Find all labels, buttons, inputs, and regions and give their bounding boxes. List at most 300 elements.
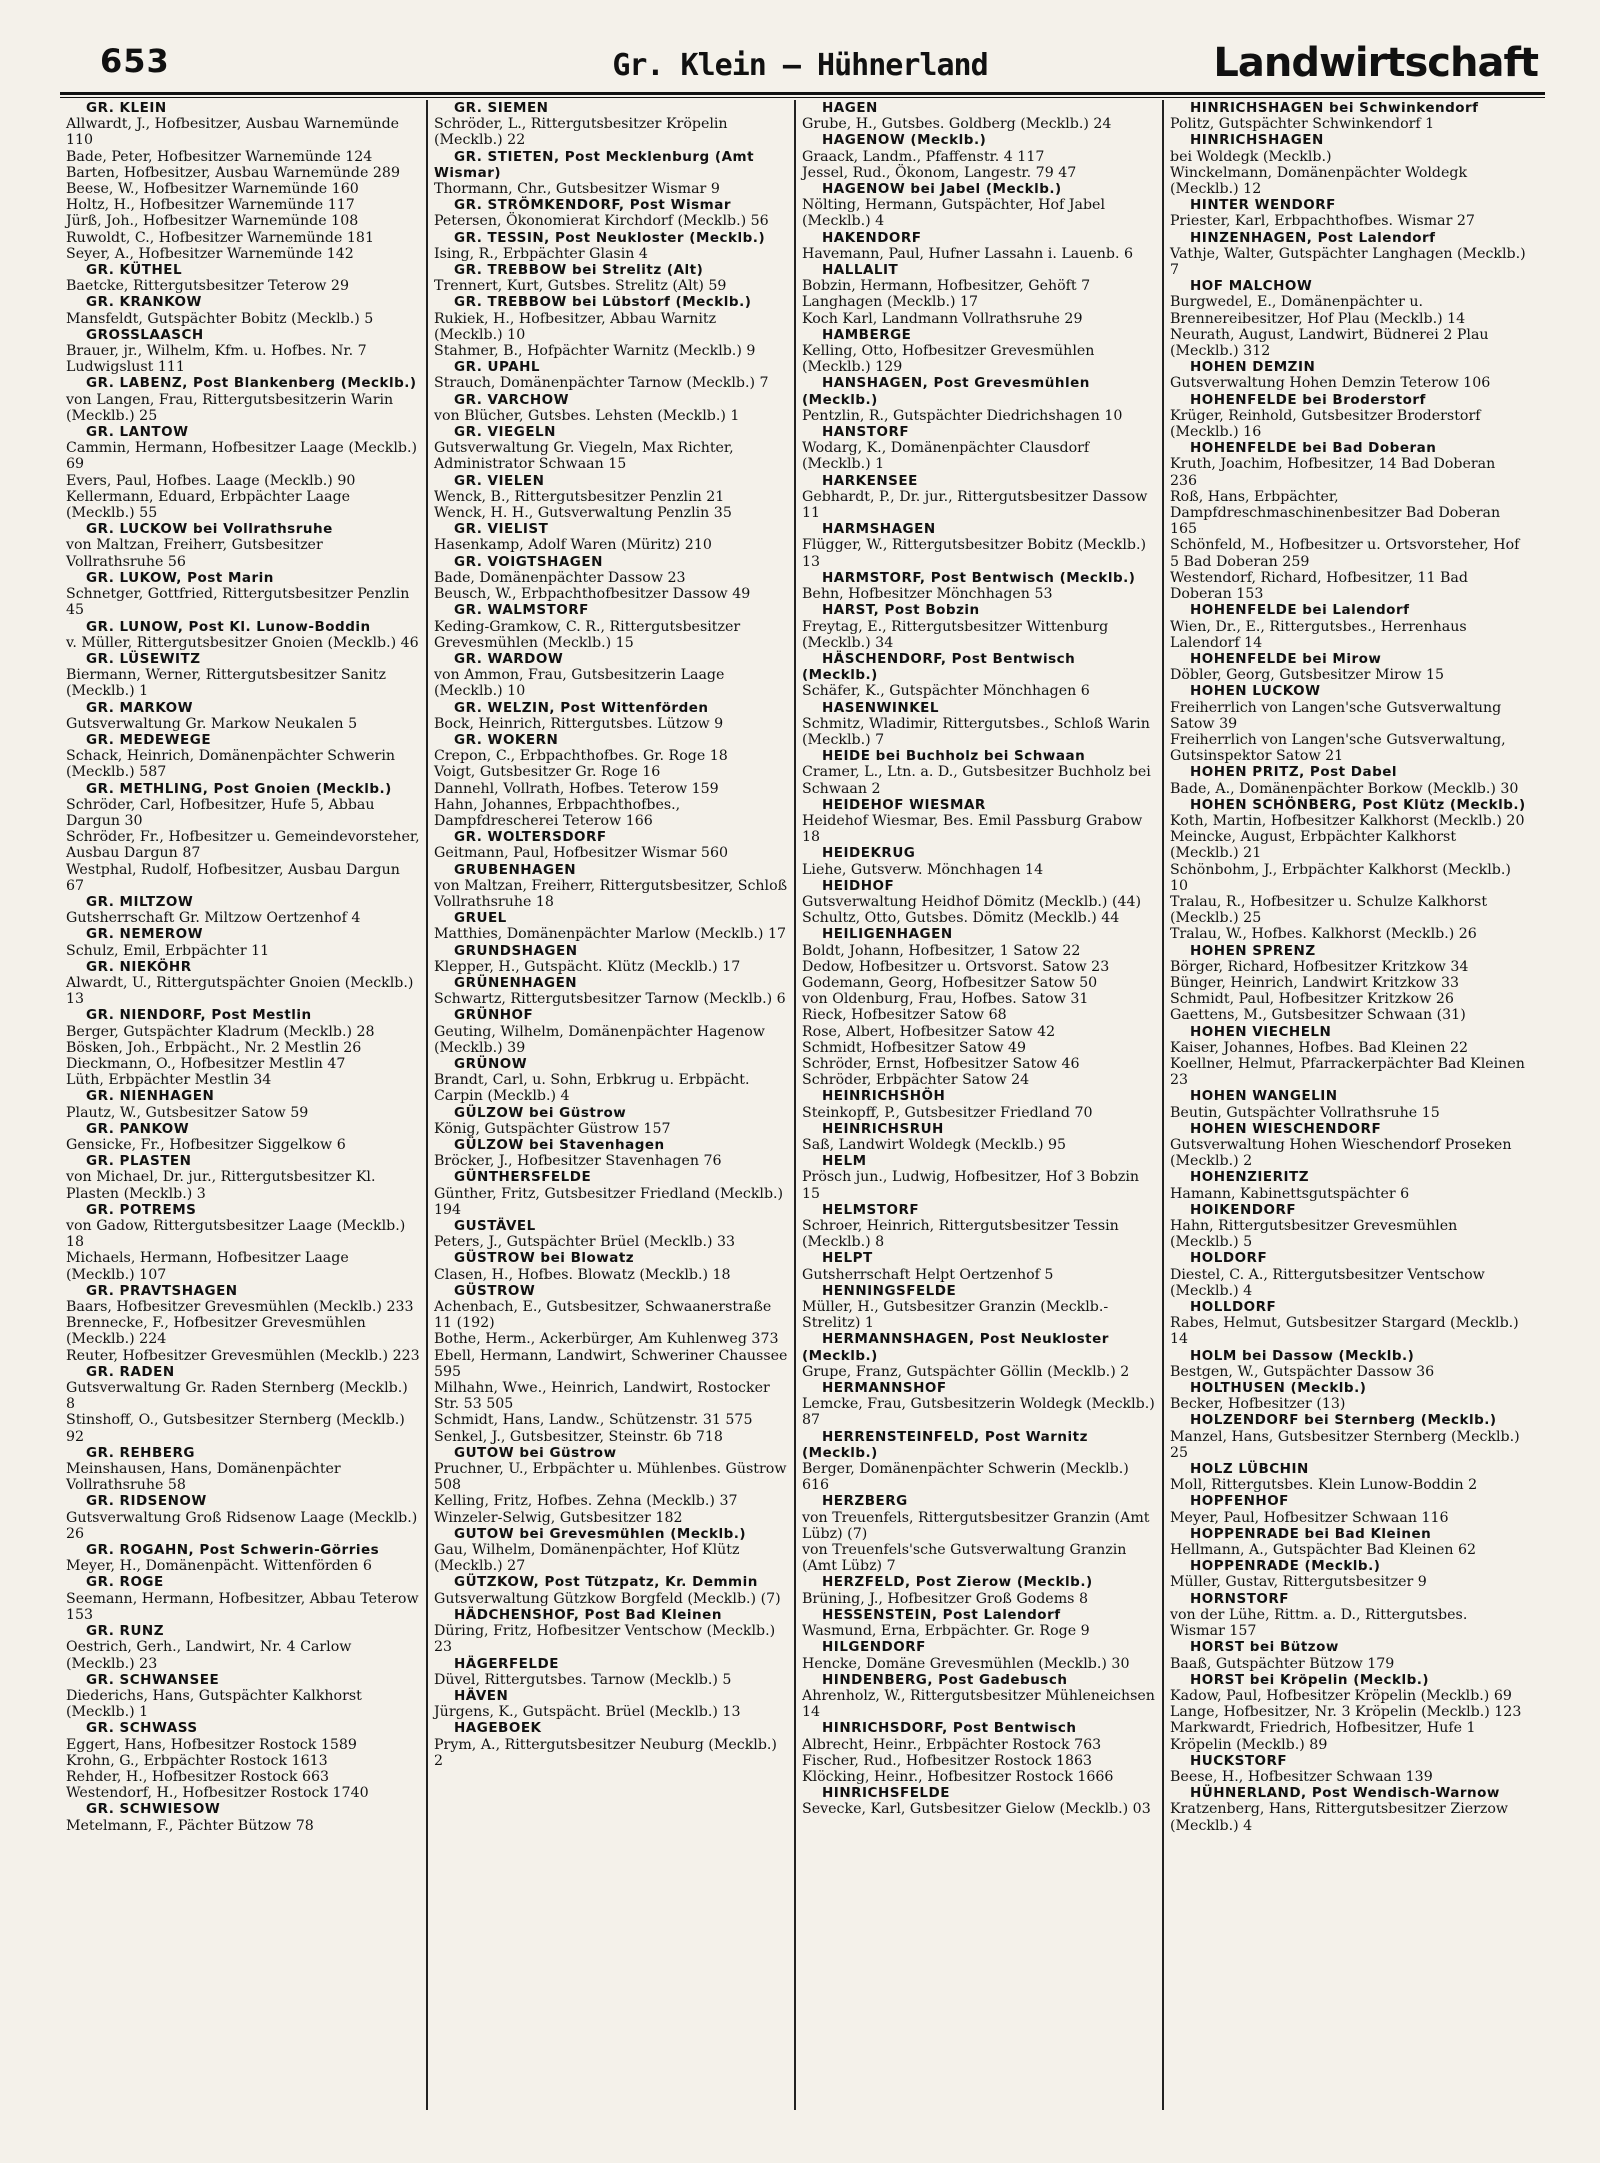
place-heading: GR. MARKOW (86, 699, 194, 716)
directory-entry: Beese, W., Hofbesitzer Warnemünde 160 (66, 181, 359, 198)
place-heading: GR. PRAVTSHAGEN (86, 1282, 238, 1299)
directory-entry: Nölting, Hermann, Gutspächter, Hof Jabel (Mecklb.) 4 (802, 197, 1105, 230)
directory-entry: Baars, Hofbesitzer Grevesmühlen (Mecklb.) 233 (66, 1299, 414, 1316)
directory-entry: Barten, Hofbesitzer, Ausbau Warnemünde 289 (66, 164, 400, 181)
directory-entry: Düvel, Rittergutsbes. Tarnow (Mecklb.) 5 (434, 1671, 732, 1688)
place-heading: GR. SCHWIESOW (86, 1801, 221, 1818)
column-1 (60, 100, 428, 2110)
directory-entry: König, Gutspächter Güstrow 157 (434, 1120, 671, 1137)
directory-entry: von der Lühe, Rittm. a. D., Rittergutsbes. Wismar 157 (1170, 1606, 1468, 1640)
directory-entry: Kadow, Paul, Hofbesitzer Kröpelin (Mecklb.) 69 (1170, 1687, 1512, 1704)
place-heading: GR. VIELEN (454, 472, 545, 489)
page-number: 653 (100, 42, 170, 80)
place-heading: HÄGERFELDE (454, 1655, 559, 1672)
directory-entry: Fischer, Rud., Hofbesitzer Rostock 1863 (802, 1752, 1093, 1769)
directory-entry: Politz, Gutspächter Schwinkendorf 1 (1170, 116, 1435, 133)
place-heading: HOLM bei Dassow (Mecklb.) (1190, 1347, 1415, 1364)
column-3 (796, 100, 1164, 2110)
directory-entry: Schmidt, Hans, Landw., Schützenstr. 31 575 (434, 1412, 753, 1429)
directory-entry: Gutsverwaltung Gr. Viegeln, Max Richter, Administrator Schwaan 15 (434, 440, 734, 473)
directory-entry: Wodarg, K., Domänenpächter Clausdorf (Mecklb.) 1 (802, 440, 1090, 473)
directory-entry: Koch Karl, Landmann Vollrathsruhe 29 (802, 310, 1083, 327)
directory-entry: Rose, Albert, Hofbesitzer Satow 42 (802, 1023, 1056, 1040)
place-heading: GR. WALMSTORF (454, 602, 589, 619)
directory-entry: Meinshausen, Hans, Domänenpächter Vollrathsruhe 58 (66, 1461, 341, 1494)
place-heading: GR. VIEGELN (454, 424, 556, 441)
directory-entry: Hellmann, A., Gutspächter Bad Kleinen 62 (1170, 1542, 1477, 1559)
place-heading: GR. WOKERN (454, 731, 559, 748)
directory-entry: Seemann, Hermann, Hofbesitzer, Abbau Teterow 153 (66, 1590, 419, 1623)
place-heading: HASENWINKEL (822, 699, 939, 716)
place-heading: GR. TREBBOW bei Lübstorf (Mecklb.) (454, 294, 752, 311)
directory-entry: Bösken, Joh., Erbpächt., Nr. 2 Mestlin 26 (66, 1039, 362, 1056)
place-heading: HAGEBOEK (454, 1720, 542, 1737)
place-heading: HOLDORF (1190, 1250, 1268, 1267)
directory-entry: Albrecht, Heinr., Erbpächter Rostock 763 (802, 1736, 1102, 1753)
directory-entry: Jürß, Joh., Hofbesitzer Warnemünde 108 (66, 213, 359, 230)
directory-entry: Gutsverwaltung Heidhof Dömitz (Mecklb.) (44) (802, 893, 1142, 910)
directory-entry: Pentzlin, R., Gutspächter Diedrichshagen 10 (802, 407, 1123, 424)
place-heading: GR. RIDSENOW (86, 1493, 207, 1510)
place-heading: HINZENHAGEN, Post Lalendorf (1190, 229, 1436, 246)
place-heading: GR. NIENHAGEN (86, 1088, 215, 1105)
place-heading: HEIDEKRUG (822, 845, 916, 862)
directory-entry: von Langen, Frau, Rittergutsbesitzerin Warin (Mecklb.) 25 (66, 391, 394, 424)
place-heading: GR. WOLTERSDORF (454, 829, 607, 846)
directory-entry: Trennert, Kurt, Gutsbes. Strelitz (Alt) 59 (434, 278, 727, 295)
directory-entry: Neurath, August, Landwirt, Büdnerei 2 Plau (Mecklb.) 312 (1170, 326, 1489, 360)
place-heading: GR. WARDOW (454, 650, 564, 667)
place-heading: GR. VARCHOW (454, 391, 570, 408)
place-heading: HEIDE bei Buchholz bei Schwaan (822, 748, 1086, 765)
directory-entry: Wenck, B., Rittergutsbesitzer Penzlin 21 (434, 488, 725, 505)
place-heading: HORST bei Bützow (1190, 1639, 1339, 1656)
place-heading: HOHENFELDE bei Broderstorf (1190, 391, 1426, 408)
directory-entry: Saß, Landwirt Woldegk (Mecklb.) 95 (802, 1137, 1067, 1153)
directory-entry: Milhahn, Wwe., Heinrich, Landwirt, Rostocker Str. 53 505 (434, 1380, 770, 1413)
directory-entry: Gaettens, M., Gutsbesitzer Schwaan (31) (1170, 1007, 1466, 1024)
directory-entry: Schröder, Fr., Hofbesitzer u. Gemeindevorsteher, Ausbau Dargun 87 (66, 829, 420, 862)
place-heading: GÜSTROW bei Blowatz (454, 1250, 635, 1267)
place-heading: HENNINGSFELDE (822, 1282, 957, 1299)
directory-entry: Schröder, Erbpächter Satow 24 (802, 1072, 1030, 1089)
place-heading: HOF MALCHOW (1190, 278, 1313, 295)
directory-entry: Grupe, Franz, Gutspächter Göllin (Mecklb.) 2 (802, 1363, 1130, 1380)
place-heading: GR. POTREMS (86, 1201, 197, 1218)
directory-entry: Wasmund, Erna, Erbpächter. Gr. Roge 9 (802, 1623, 1090, 1640)
place-heading: GR. SIEMEN (454, 100, 549, 116)
place-heading: HÄSCHENDORF, Post Bentwisch (Mecklb.) (802, 650, 1076, 684)
directory-entry: Mansfeldt, Gutspächter Bobitz (Mecklb.) 5 (66, 310, 374, 327)
directory-entry: Freiherrlich von Langen'sche Gutsverwaltung, Gutsinspektor Satow 21 (1170, 731, 1506, 765)
place-heading: GR. RUNZ (86, 1623, 164, 1640)
directory-entry: Crepon, C., Erbpachthofbes. Gr. Roge 18 (434, 748, 728, 765)
place-heading: GR. METHLING, Post Gnoien (Mecklb.) (86, 780, 392, 797)
place-heading: GR. KLEIN (86, 100, 167, 116)
directory-entry: Gutsverwaltung Hohen Wieschendorf Proseken (Mecklb.) 2 (1170, 1137, 1512, 1170)
place-heading: HINRICHSHAGEN bei Schwinkendorf (1190, 100, 1479, 116)
directory-entry: Gutsherrschaft Gr. Miltzow Oertzenhof 4 (66, 910, 361, 927)
directory-entry: Metelmann, F., Pächter Bützow 78 (66, 1817, 314, 1834)
directory-entry: Steinkopff, P., Gutsbesitzer Friedland 70 (802, 1104, 1093, 1121)
place-heading: HOHEN VIECHELN (1190, 1023, 1332, 1040)
directory-entry: Baetcke, Rittergutsbesitzer Teterow 29 (66, 278, 349, 295)
place-heading: HELM (822, 1153, 867, 1170)
directory-entry: Bothe, Herm., Ackerbürger, Am Kuhlenweg 373 (434, 1331, 779, 1348)
directory-entry: Schulz, Emil, Erbpächter 11 (66, 942, 270, 959)
directory-entry: Havemann, Paul, Hufner Lassahn i. Lauenb. 6 (802, 245, 1134, 262)
place-heading: HARMSTORF, Post Bentwisch (Mecklb.) (822, 569, 1136, 586)
directory-entry: von Treuenfels, Rittergutsbesitzer Granzin (Amt Lübz) (7) (802, 1509, 1150, 1542)
directory-entry: Diestel, C. A., Rittergutsbesitzer Ventschow (Mecklb.) 4 (1170, 1266, 1485, 1299)
place-heading: GR. STIETEN, Post Mecklenburg (Amt Wismar) (434, 148, 755, 181)
place-heading: HOPPENRADE (Mecklb.) (1190, 1558, 1381, 1575)
directory-entry: Lemcke, Frau, Gutsbesitzerin Woldegk (Mecklb.) 87 (802, 1396, 1155, 1429)
directory-entry: Hahn, Rittergutsbesitzer Grevesmühlen (Mecklb.) 5 (1170, 1218, 1458, 1251)
place-heading: HINTER WENDORF (1190, 197, 1336, 214)
directory-entry: Berger, Domänenpächter Schwerin (Mecklb.) 616 (802, 1461, 1129, 1494)
place-heading: HOLTHUSEN (Mecklb.) (1190, 1380, 1367, 1397)
directory-entry: von Treuenfels'sche Gutsverwaltung Granzin (Amt Lübz) 7 (802, 1542, 1127, 1575)
directory-entry: Berger, Gutspächter Kladrum (Mecklb.) 28 (66, 1023, 375, 1040)
directory-entry: Stahmer, B., Hofpächter Warnitz (Mecklb.) 9 (434, 343, 756, 360)
place-heading: HEINRICHSHÖH (822, 1088, 946, 1105)
place-heading: HOHENFELDE bei Bad Doberan (1190, 440, 1437, 457)
directory-entry: Becker, Hofbesitzer (13) (1170, 1396, 1346, 1413)
directory-entry: Schönfeld, M., Hofbesitzer u. Ortsvorsteher, Hof 5 Bad Doberan 259 (1170, 537, 1520, 570)
place-heading: HOLLDORF (1190, 1299, 1277, 1316)
place-heading: HARKENSEE (822, 472, 918, 489)
directory-entry: Michaels, Hermann, Hofbesitzer Laage (Mecklb.) 107 (66, 1250, 349, 1283)
place-heading: HAKENDORF (822, 229, 922, 246)
directory-entry: Kellermann, Eduard, Erbpächter Laage (Mecklb.) 55 (66, 488, 351, 522)
directory-entry: Holtz, H., Hofbesitzer Warnemünde 117 (66, 197, 355, 214)
place-heading: GR. PANKOW (86, 1120, 190, 1137)
directory-entry: Boldt, Johann, Hofbesitzer, 1 Satow 22 (802, 942, 1081, 959)
directory-entry: Gutsverwaltung Gr. Markow Neukalen 5 (66, 715, 358, 732)
directory-entry: Dieckmann, O., Hofbesitzer Mestlin 47 (66, 1055, 346, 1072)
place-heading: GR. STRÖMKENDORF, Post Wismar (454, 197, 731, 214)
place-heading: GR. NIEKÖHR (86, 958, 192, 975)
directory-entry: Dedow, Hofbesitzer u. Ortsvorst. Satow 23 (802, 958, 1110, 975)
directory-entry: Biermann, Werner, Rittergutsbesitzer Sanitz (Mecklb.) 1 (66, 667, 386, 700)
directory-entry: Jürgens, K., Gutspächt. Brüel (Mecklb.) 13 (434, 1704, 741, 1721)
place-heading: HAMBERGE (822, 326, 912, 343)
directory-entry: Meyer, H., Domänenpächt. Wittenförden 6 (66, 1558, 372, 1575)
place-heading: HOLZ LÜBCHIN (1190, 1461, 1309, 1478)
directory-entry: Diederichs, Hans, Gutspächter Kalkhorst (Mecklb.) 1 (66, 1687, 362, 1721)
place-heading: HORNSTORF (1190, 1590, 1289, 1607)
place-heading: HARST, Post Bobzin (822, 602, 980, 619)
section-title: Landwirtschaft (1213, 40, 1538, 86)
place-heading: HANSHAGEN, Post Grevesmühlen (Mecklb.) (802, 375, 1090, 408)
place-heading: HERMANNSHOF (822, 1380, 947, 1397)
directory-entry: Clasen, H., Hofbes. Blowatz (Mecklb.) 18 (434, 1266, 731, 1283)
directory-entry: Voigt, Gutsbesitzer Gr. Roge 16 (434, 764, 661, 781)
place-heading: GR. ROGE (86, 1574, 164, 1591)
place-heading: HANSTORF (822, 424, 910, 441)
directory-entry: Krohn, G., Erbpächter Rostock 1613 (66, 1752, 328, 1769)
directory-entry: von Maltzan, Freiherr, Gutsbesitzer Vollrathsruhe 56 (66, 537, 323, 570)
directory-entry: Bock, Heinrich, Rittergutsbes. Lützow 9 (434, 715, 724, 732)
directory-entry: Heidehof Wiesmar, Bes. Emil Passburg Grabow 18 (802, 812, 1143, 846)
place-heading: GR. MILTZOW (86, 893, 194, 910)
place-heading: HEIDHOF (822, 877, 895, 894)
place-heading: HERRENSTEINFELD, Post Warnitz (Mecklb.) (802, 1428, 1088, 1461)
place-heading: GRÜNENHAGEN (454, 974, 578, 991)
directory-entry: Eggert, Hans, Hofbesitzer Rostock 1589 (66, 1736, 357, 1753)
place-heading: GÜSTROW (454, 1282, 536, 1299)
directory-entry: Schäfer, K., Gutspächter Mönchhagen 6 (802, 683, 1090, 700)
directory-entry: von Maltzan, Freiherr, Rittergutsbesitzer, Schloß Vollrathsruhe 18 (434, 877, 788, 910)
directory-entry: Roß, Hans, Erbpächter, Dampfdreschmaschinenbesitzer Bad Doberan 165 (1170, 488, 1501, 538)
header-rule-thin (60, 97, 1545, 98)
directory-entry: Gutsverwaltung Gr. Raden Sternberg (Mecklb.) 8 (66, 1380, 408, 1413)
place-heading: HEILIGENHAGEN (822, 926, 953, 943)
directory-entry: Freytag, E., Rittergutsbesitzer Wittenburg (Mecklb.) 34 (802, 618, 1109, 651)
directory-entry: Winzeler-Selwig, Gutsbesitzer 182 (434, 1509, 683, 1526)
directory-entry: Kaiser, Johannes, Hofbes. Bad Kleinen 22 (1170, 1039, 1469, 1056)
directory-entry: Schmidt, Hofbesitzer Satow 49 (802, 1039, 1027, 1056)
directory-entry: Rukiek, H., Hofbesitzer, Abbau Warnitz (Mecklb.) 10 (434, 310, 717, 343)
directory-entry: Sevecke, Karl, Gutsbesitzer Gielow (Mecklb.) 03 (802, 1801, 1151, 1818)
directory-entry: Schröder, Ernst, Hofbesitzer Satow 46 (802, 1055, 1080, 1072)
directory-entry: v. Müller, Rittergutsbesitzer Gnoien (Mecklb.) 46 (66, 634, 419, 651)
place-heading: HERZFELD, Post Zierow (Mecklb.) (822, 1574, 1093, 1591)
directory-entry: Dannehl, Vollrath, Hofbes. Teterow 159 (434, 780, 719, 797)
directory-columns (60, 100, 1550, 2110)
directory-entry: bei Woldegk (Mecklb.) (1170, 148, 1332, 165)
place-heading: GR. MEDEWEGE (86, 731, 212, 748)
place-heading: GR. TESSIN, Post Neukloster (Mecklb.) (454, 229, 766, 246)
place-heading: HUCKSTORF (1190, 1752, 1288, 1769)
directory-entry: Winckelmann, Domänenpächter Woldegk (Mecklb.) 12 (1170, 164, 1468, 198)
place-heading: GR. RADEN (86, 1363, 175, 1380)
directory-entry: Schultz, Otto, Gutsbes. Dömitz (Mecklb.) 44 (802, 910, 1120, 927)
directory-entry: Reuter, Hofbesitzer Grevesmühlen (Mecklb.) 223 (66, 1347, 420, 1364)
place-heading: GR. LANTOW (86, 424, 189, 441)
directory-entry: Schnetger, Gottfried, Rittergutsbesitzer Penzlin 45 (66, 586, 410, 619)
place-heading: GR. LUCKOW bei Vollrathsruhe (86, 521, 333, 538)
directory-entry: Gutsverwaltung Groß Ridsenow Laage (Mecklb.) 26 (66, 1509, 418, 1542)
directory-entry: Gutsverwaltung Hohen Demzin Teterow 106 (1170, 375, 1491, 392)
directory-entry: Gau, Wilhelm, Domänenpächter, Hof Klütz (Mecklb.) 27 (434, 1542, 740, 1575)
place-heading: GÜLZOW bei Stavenhagen (454, 1137, 665, 1153)
directory-entry: Priester, Karl, Erbpachthofbes. Wismar 27 (1170, 213, 1475, 230)
directory-entry: Düring, Fritz, Hofbesitzer Ventschow (Mecklb.) 23 (434, 1623, 776, 1656)
directory-entry: Matthies, Domänenpächter Marlow (Mecklb.) 17 (434, 926, 786, 943)
directory-entry: Schönbohm, J., Erbpächter Kalkhorst (Mecklb.) 10 (1170, 861, 1511, 894)
place-heading: HÄVEN (454, 1687, 509, 1704)
place-heading: HOIKENDORF (1190, 1201, 1297, 1218)
directory-entry: Stinshoff, O., Gutsbesitzer Sternberg (Mecklb.) 92 (66, 1412, 405, 1445)
directory-entry: Brandt, Carl, u. Sohn, Erbkrug u. Erbpächt. Carpin (Mecklb.) 4 (434, 1072, 750, 1105)
directory-entry: Rabes, Helmut, Gutsbesitzer Stargard (Mecklb.) 14 (1170, 1315, 1519, 1348)
directory-entry: Cramer, L., Ltn. a. D., Gutsbesitzer Buchholz bei Schwaan 2 (802, 764, 1151, 797)
place-heading: GR. VIELIST (454, 521, 549, 538)
column-2 (428, 100, 796, 2110)
place-heading: GR. UPAHL (454, 359, 541, 376)
place-heading: HOHEN PRITZ, Post Dabel (1190, 764, 1398, 781)
place-heading: GRUEL (454, 910, 507, 927)
directory-entry: Wenck, H. H., Gutsverwaltung Penzlin 35 (434, 505, 732, 522)
place-heading: HOLZENDORF bei Sternberg (Mecklb.) (1190, 1412, 1497, 1429)
directory-entry: Achenbach, E., Gutsbesitzer, Schwaanerstraße 11 (192) (434, 1299, 772, 1332)
place-heading: GR. NEMEROW (86, 926, 203, 943)
place-heading: HELMSTORF (822, 1201, 920, 1218)
directory-entry: Ahrenholz, W., Rittergutsbesitzer Mühleneichsen 14 (802, 1687, 1155, 1721)
directory-entry: Bade, A., Domänenpächter Borkow (Mecklb.) 30 (1170, 780, 1519, 797)
directory-entry: Jessel, Rud., Ökonom, Langestr. 79 47 (802, 164, 1077, 181)
place-heading: HEINRICHSRUH (822, 1120, 944, 1137)
place-heading: GR. KÜTHEL (86, 262, 183, 279)
place-heading: HINRICHSFELDE (822, 1785, 950, 1802)
place-heading: HESSENSTEIN, Post Lalendorf (822, 1606, 1061, 1623)
place-heading: HÄDCHENSHOF, Post Bad Kleinen (454, 1606, 722, 1623)
place-heading: HORST bei Kröpelin (Mecklb.) (1190, 1671, 1430, 1688)
directory-entry: Bade, Domänenpächter Dassow 23 (434, 569, 686, 586)
directory-entry: Ising, R., Erbpächter Glasin 4 (434, 245, 648, 262)
directory-entry: Manzel, Hans, Gutsbesitzer Sternberg (Mecklb.) 25 (1170, 1428, 1520, 1461)
place-heading: GRUBENHAGEN (454, 861, 577, 878)
directory-entry: Rieck, Hofbesitzer Satow 68 (802, 1007, 1007, 1024)
directory-entry: Günther, Fritz, Gutsbesitzer Friedland (Mecklb.) 194 (434, 1185, 784, 1218)
directory-entry: Schwartz, Rittergutsbesitzer Tarnow (Mecklb.) 6 (434, 991, 786, 1008)
place-heading: GR. TREBBOW bei Strelitz (Alt) (454, 262, 704, 279)
place-heading: GR. LUKOW, Post Marin (86, 569, 274, 586)
directory-entry: von Ammon, Frau, Gutsbesitzerin Laage (Mecklb.) 10 (434, 667, 725, 700)
directory-entry: Meyer, Paul, Hofbesitzer Schwaan 116 (1170, 1509, 1449, 1526)
page-header (60, 18, 1540, 88)
place-heading: HOHEN DEMZIN (1190, 359, 1316, 376)
directory-entry: Seyer, A., Hofbesitzer Warnemünde 142 (66, 245, 354, 262)
directory-entry: Koellner, Helmut, Pfarrackerpächter Bad Kleinen 23 (1170, 1055, 1525, 1089)
directory-entry: von Michael, Dr. jur., Rittergutsbesitzer Kl. Plasten (Mecklb.) 3 (66, 1169, 376, 1202)
directory-entry: Hasenkamp, Adolf Waren (Müritz) 210 (434, 537, 712, 554)
place-heading: GÜNTHERSFELDE (454, 1169, 592, 1186)
directory-entry: von Oldenburg, Frau, Hofbes. Satow 31 (802, 991, 1089, 1008)
place-heading: GUSTÄVEL (454, 1218, 536, 1235)
directory-entry: Klöcking, Heinr., Hofbesitzer Rostock 1666 (802, 1768, 1114, 1785)
directory-entry: Bünger, Heinrich, Landwirt Kritzkow 33 (1170, 974, 1459, 991)
place-heading: HOHENFELDE bei Lalendorf (1190, 602, 1410, 619)
directory-entry: Brennecke, F., Hofbesitzer Grevesmühlen (Mecklb.) 224 (66, 1315, 366, 1348)
place-heading: HAGENOW (Mecklb.) (822, 132, 987, 149)
directory-entry: Geuting, Wilhelm, Domänenpächter Hagenow (Mecklb.) 39 (434, 1023, 765, 1056)
directory-entry: Bröcker, J., Hofbesitzer Stavenhagen 76 (434, 1153, 722, 1170)
place-heading: HOPPENRADE bei Bad Kleinen (1190, 1525, 1432, 1542)
place-heading: HINDENBERG, Post Gadebusch (822, 1671, 1068, 1688)
directory-entry: Gutsverwaltung Gützkow Borgfeld (Mecklb.) (7) (434, 1590, 781, 1607)
directory-entry: Vathje, Walter, Gutspächter Langhagen (Mecklb.) 7 (1170, 245, 1526, 279)
place-heading: GUTOW bei Güstrow (454, 1444, 617, 1461)
directory-entry: Oestrich, Gerh., Landwirt, Nr. 4 Carlow (Mecklb.) 23 (66, 1639, 352, 1672)
directory-entry: Brüning, J., Hofbesitzer Groß Godems 8 (802, 1590, 1088, 1607)
directory-entry: Kelling, Fritz, Hofbes. Zehna (Mecklb.) 37 (434, 1493, 738, 1510)
directory-entry: Schmidt, Paul, Hofbesitzer Kritzkow 26 (1170, 991, 1454, 1008)
place-heading: GR. WELZIN, Post Wittenförden (454, 699, 709, 716)
place-heading: HAGEN (822, 100, 878, 116)
place-heading: GR. REHBERG (86, 1444, 195, 1461)
directory-entry: Krüger, Reinhold, Gutsbesitzer Broderstorf (Mecklb.) 16 (1170, 407, 1481, 441)
directory-entry: Müller, H., Gutsbesitzer Granzin (Mecklb.-Strelitz) 1 (802, 1299, 1109, 1332)
place-heading: GR. PLASTEN (86, 1153, 192, 1170)
directory-entry: Kelling, Otto, Hofbesitzer Grevesmühlen (Mecklb.) 129 (802, 343, 1095, 376)
directory-entry: Graack, Landm., Pfaffenstr. 4 117 (802, 148, 1045, 165)
running-title: Gr. Klein — Hühnerland (612, 48, 988, 83)
directory-entry: Rehder, H., Hofbesitzer Rostock 663 (66, 1768, 330, 1785)
directory-entry: Behn, Hofbesitzer Mönchhagen 53 (802, 586, 1053, 603)
directory-entry: Grube, H., Gutsbes. Goldberg (Mecklb.) 24 (802, 116, 1112, 133)
directory-entry: Freiherrlich von Langen'sche Gutsverwaltung Satow 39 (1170, 699, 1502, 732)
directory-entry: Senkel, J., Gutsbesitzer, Steinstr. 6b 718 (434, 1428, 723, 1445)
directory-entry: Baaß, Gutspächter Bützow 179 (1170, 1655, 1395, 1672)
place-heading: HERZBERG (822, 1493, 908, 1510)
place-heading: HELPT (822, 1250, 873, 1267)
place-heading: HOHEN WIESCHENDORF (1190, 1120, 1382, 1137)
place-heading: GR. NIENDORF, Post Mestlin (86, 1007, 312, 1024)
directory-entry: Moll, Rittergutsbes. Klein Lunow-Boddin 2 (1170, 1477, 1478, 1494)
place-heading: GR. LÜSEWITZ (86, 650, 201, 667)
directory-entry: von Blücher, Gutsbes. Lehsten (Mecklb.) 1 (434, 407, 740, 424)
place-heading: GRUNDSHAGEN (454, 942, 578, 959)
directory-entry: Evers, Paul, Hofbes. Laage (Mecklb.) 90 (66, 472, 356, 489)
directory-entry: Liehe, Gutsverw. Mönchhagen 14 (802, 861, 1044, 878)
directory-entry: Beese, H., Hofbesitzer Schwaan 139 (1170, 1768, 1433, 1785)
directory-entry: Ruwoldt, C., Hofbesitzer Warnemünde 181 (66, 229, 374, 246)
directory-entry: Gensicke, Fr., Hofbesitzer Siggelkow 6 (66, 1137, 346, 1153)
place-heading: HEIDEHOF WIESMAR (822, 796, 986, 813)
directory-entry: Peters, J., Gutspächter Brüel (Mecklb.) 33 (434, 1234, 736, 1251)
directory-entry: Hencke, Domäne Grevesmühlen (Mecklb.) 30 (802, 1655, 1130, 1672)
directory-entry: Prösch jun., Ludwig, Hofbesitzer, Hof 3 Bobzin 15 (802, 1169, 1140, 1202)
directory-entry: Geitmann, Paul, Hofbesitzer Wismar 560 (434, 845, 728, 862)
directory-entry: Brauer, jr., Wilhelm, Kfm. u. Hofbes. Nr. 7 Ludwigslust 111 (66, 343, 367, 376)
place-heading: GÜLZOW bei Güstrow (454, 1104, 627, 1121)
directory-entry: Koth, Martin, Hofbesitzer Kalkhorst (Mecklb.) 20 (1170, 812, 1525, 829)
directory-entry: Kratzenberg, Hans, Rittergutsbesitzer Zierzow (Mecklb.) 4 (1170, 1801, 1509, 1834)
directory-entry: Bestgen, W., Gutspächter Dassow 36 (1170, 1363, 1435, 1380)
directory-entry: Kruth, Joachim, Hofbesitzer, 14 Bad Doberan 236 (1170, 456, 1496, 489)
directory-entry: Gutsherrschaft Helpt Oertzenhof 5 (802, 1266, 1054, 1283)
place-heading: HERMANNSHAGEN, Post Neukloster (Mecklb.) (802, 1331, 1109, 1364)
place-heading: GR. ROGAHN, Post Schwerin-Görries (86, 1542, 380, 1559)
directory-entry: Schröder, Carl, Hofbesitzer, Hufe 5, Abbau Dargun 30 (66, 796, 375, 829)
place-heading: GÜTZKOW, Post Tützpatz, Kr. Demmin (454, 1574, 758, 1591)
directory-entry: Schroer, Heinrich, Rittergutsbesitzer Tessin (Mecklb.) 8 (802, 1218, 1119, 1251)
directory-entry: Tralau, R., Hofbesitzer u. Schulze Kalkhorst (Mecklb.) 25 (1170, 893, 1488, 927)
directory-entry: Alwardt, U., Rittergutspächter Gnoien (Mecklb.) 13 (66, 974, 414, 1008)
directory-entry: Strauch, Domänenpächter Tarnow (Mecklb.) 7 (434, 375, 769, 392)
place-heading: GUTOW bei Grevesmühlen (Mecklb.) (454, 1525, 747, 1542)
directory-entry: Pruchner, U., Erbpächter u. Mühlenbes. Güstrow 508 (434, 1461, 787, 1494)
place-heading: HINRICHSHAGEN (1190, 132, 1324, 149)
directory-entry: Müller, Gustav, Rittergutsbesitzer 9 (1170, 1574, 1427, 1591)
directory-entry: Börger, Richard, Hofbesitzer Kritzkow 34 (1170, 958, 1469, 975)
directory-entry: Thormann, Chr., Gutsbesitzer Wismar 9 (434, 181, 720, 198)
directory-entry: Lüth, Erbpächter Mestlin 34 (66, 1072, 272, 1089)
place-heading: GR. SCHWANSEE (86, 1671, 220, 1688)
directory-entry: Bobzin, Hermann, Hofbesitzer, Gehöft 7 Langhagen (Mecklb.) 17 (802, 278, 1091, 311)
place-heading: GRÜNOW (454, 1055, 528, 1072)
place-heading: HILGENDORF (822, 1639, 926, 1656)
directory-entry: Keding-Gramkow, C. R., Rittergutsbesitzer Grevesmühlen (Mecklb.) 15 (434, 618, 741, 651)
directory-entry: Schmitz, Wladimir, Rittergutsbes., Schloß Warin (Mecklb.) 7 (802, 715, 1150, 748)
place-heading: HARMSHAGEN (822, 521, 936, 538)
place-heading: HAGENOW bei Jabel (Mecklb.) (822, 181, 1062, 198)
column-4 (1164, 100, 1532, 2110)
place-heading: GR. VOIGTSHAGEN (454, 553, 603, 570)
